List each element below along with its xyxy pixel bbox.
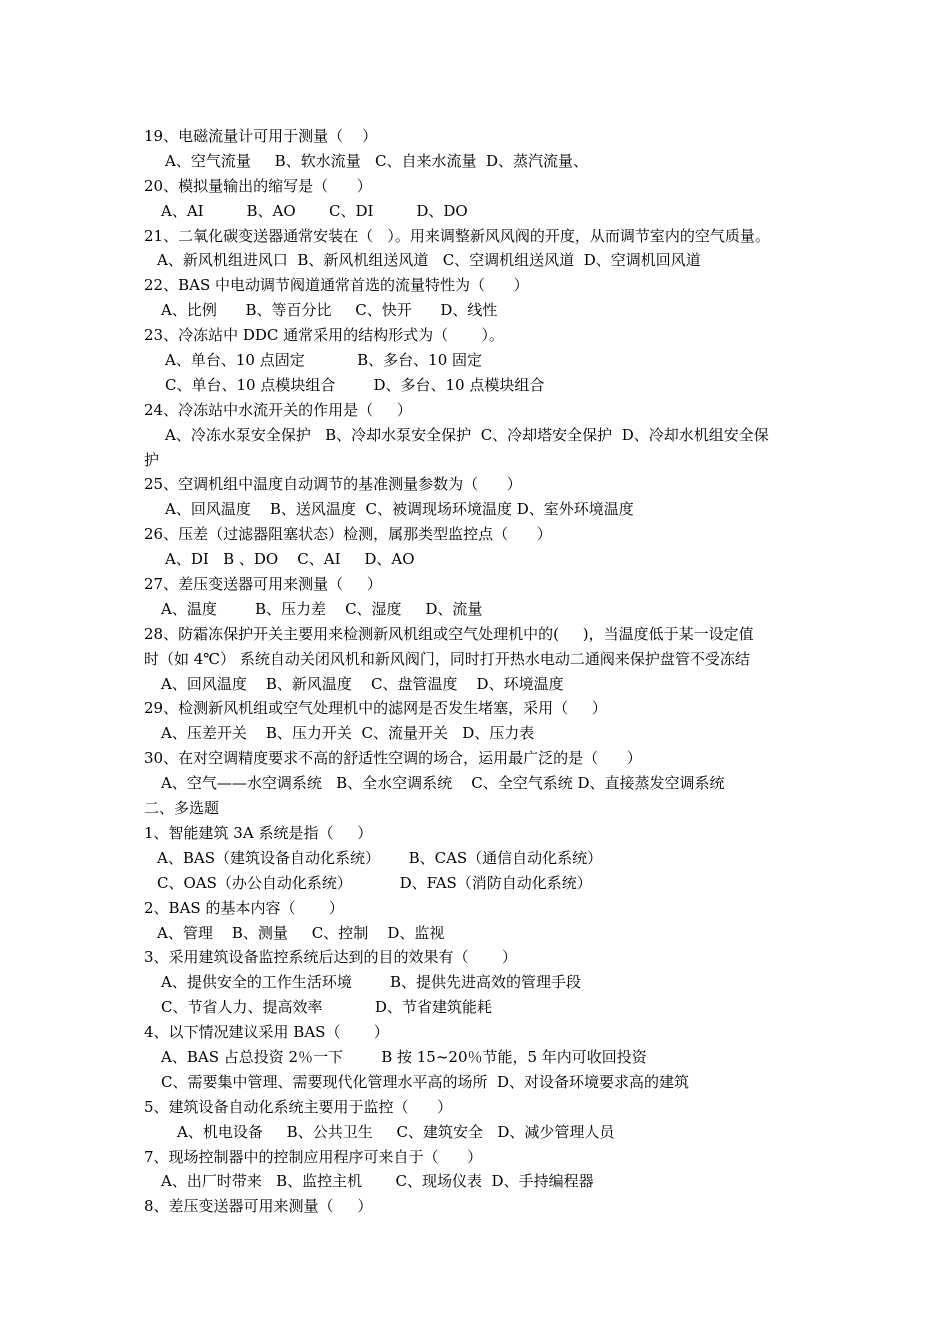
option-line: A、管理 B、测量 C、控制 D、监视 xyxy=(157,923,445,942)
question-line: 7、现场控制器中的控制应用程序可来自于（ ） xyxy=(144,1147,483,1166)
question-line: 20、模拟量输出的缩写是（ ） xyxy=(144,176,372,195)
question-line: 8、差压变送器可用来测量（ ） xyxy=(144,1197,373,1216)
question-line: 二、多选题 xyxy=(144,799,220,818)
option-line: C、OAS（办公自动化系统） D、FAS（消防自动化系统） xyxy=(157,873,592,892)
option-line: A、空气流量 B、软水流量 C、自来水流量 D、蒸汽流量、 xyxy=(165,151,589,170)
option-line: A、BAS（建筑设备自动化系统） B、CAS（通信自动化系统） xyxy=(157,848,603,867)
option-line: A、回风温度 B、送风温度 C、被调现场环境温度 D、室外环境温度 xyxy=(165,500,634,519)
question-line: 29、检测新风机组或空气处理机中的滤网是否发生堵塞，采用（ ） xyxy=(144,699,607,718)
question-line: 时（如 4℃） 系统自动关闭风机和新风阀门，同时打开热水电动二通阀来保护盘管不受冻结 xyxy=(144,649,750,668)
option-line: A、回风温度 B、新风温度 C、盘管温度 D、环境温度 xyxy=(161,674,564,693)
question-line: 23、冷冻站中 DDC 通常采用的结构形式为（ ）。 xyxy=(144,326,505,345)
question-line: 21、二氧化碳变送器通常安装在（ ）。用来调整新风风阀的开度，从而调节室内的空气质量。 xyxy=(144,226,770,245)
option-line: A、压差开关 B、压力开关 C、流量开关 D、压力表 xyxy=(161,724,535,743)
question-line: 24、冷冻站中水流开关的作用是（ ） xyxy=(144,400,412,419)
question-line: 3、采用建筑设备监控系统后达到的目的效果有（ ） xyxy=(144,948,517,967)
question-line: 1、智能建筑 3A 系统是指（ ） xyxy=(144,823,373,842)
option-line: A、单台、10 点固定 B、多台、10 固定 xyxy=(165,351,483,370)
option-line: C、需要集中管理、需要现代化管理水平高的场所 D、对设备环境要求高的建筑 xyxy=(161,1072,690,1091)
option-line: A、AI B、AO C、DI D、DO xyxy=(161,201,468,220)
option-line: C、单台、10 点模块组合 D、多台、10 点模块组合 xyxy=(165,375,545,394)
question-line: 4、以下情况建议采用 BAS（ ） xyxy=(144,1023,389,1042)
question-line: 护 xyxy=(144,450,160,469)
option-line: A、新风机组进风口 B、新风机组送风道 C、空调机组送风道 D、空调机回风道 xyxy=(157,251,701,270)
option-line: A、机电设备 B、公共卫生 C、建筑安全 D、减少管理人员 xyxy=(177,1122,615,1141)
question-line: 19、电磁流量计可用于测量（ ） xyxy=(144,127,378,145)
document-page xyxy=(144,124,814,1219)
question-line: 28、防霜冻保护开关主要用来检测新风机组或空气处理机中的( )，当温度低于某一设定值 xyxy=(144,624,754,643)
question-line: 30、在对空调精度要求不高的舒适性空调的场合，运用最广泛的是（ ） xyxy=(144,749,642,768)
question-line: 2、BAS 的基本内容（ ） xyxy=(144,898,344,917)
option-line: A、出厂时带来 B、监控主机 C、现场仪表 D、手持编程器 xyxy=(161,1172,594,1191)
question-line: 5、建筑设备自动化系统主要用于监控（ ） xyxy=(144,1097,453,1116)
option-line: C、节省人力、提高效率 D、节省建筑能耗 xyxy=(161,998,492,1017)
question-line: 27、差压变送器可用来测量（ ） xyxy=(144,575,382,594)
question-line: 25、空调机组中温度自动调节的基准测量参数为（ ） xyxy=(144,475,522,494)
option-line: A、提供安全的工作生活环境 B、提供先进高效的管理手段 xyxy=(161,973,582,992)
option-line: A、温度 B、压力差 C、湿度 D、流量 xyxy=(161,599,483,618)
option-line: A、比例 B、等百分比 C、快开 D、线性 xyxy=(161,301,498,320)
question-line: 26、压差（过滤器阻塞状态）检测，属那类型监控点（ ） xyxy=(144,525,552,544)
option-line: A、DI B 、DO C、AI D、AO xyxy=(165,550,415,569)
question-line: 22、BAS 中电动调节阀道通常首选的流量特性为（ ） xyxy=(144,276,529,295)
option-line: A、BAS 占总投资 2％一下 B 按 15~20％节能，5 年内可收回投资 xyxy=(161,1047,647,1066)
option-line: A、空气——水空调系统 B、全水空调系统 C、全空气系统 D、直接蒸发空调系统 xyxy=(161,774,725,793)
option-line: A、冷冻水泵安全保护 B、冷却水泵安全保护 C、冷却塔安全保护 D、冷却水机组安全保 xyxy=(165,425,769,444)
